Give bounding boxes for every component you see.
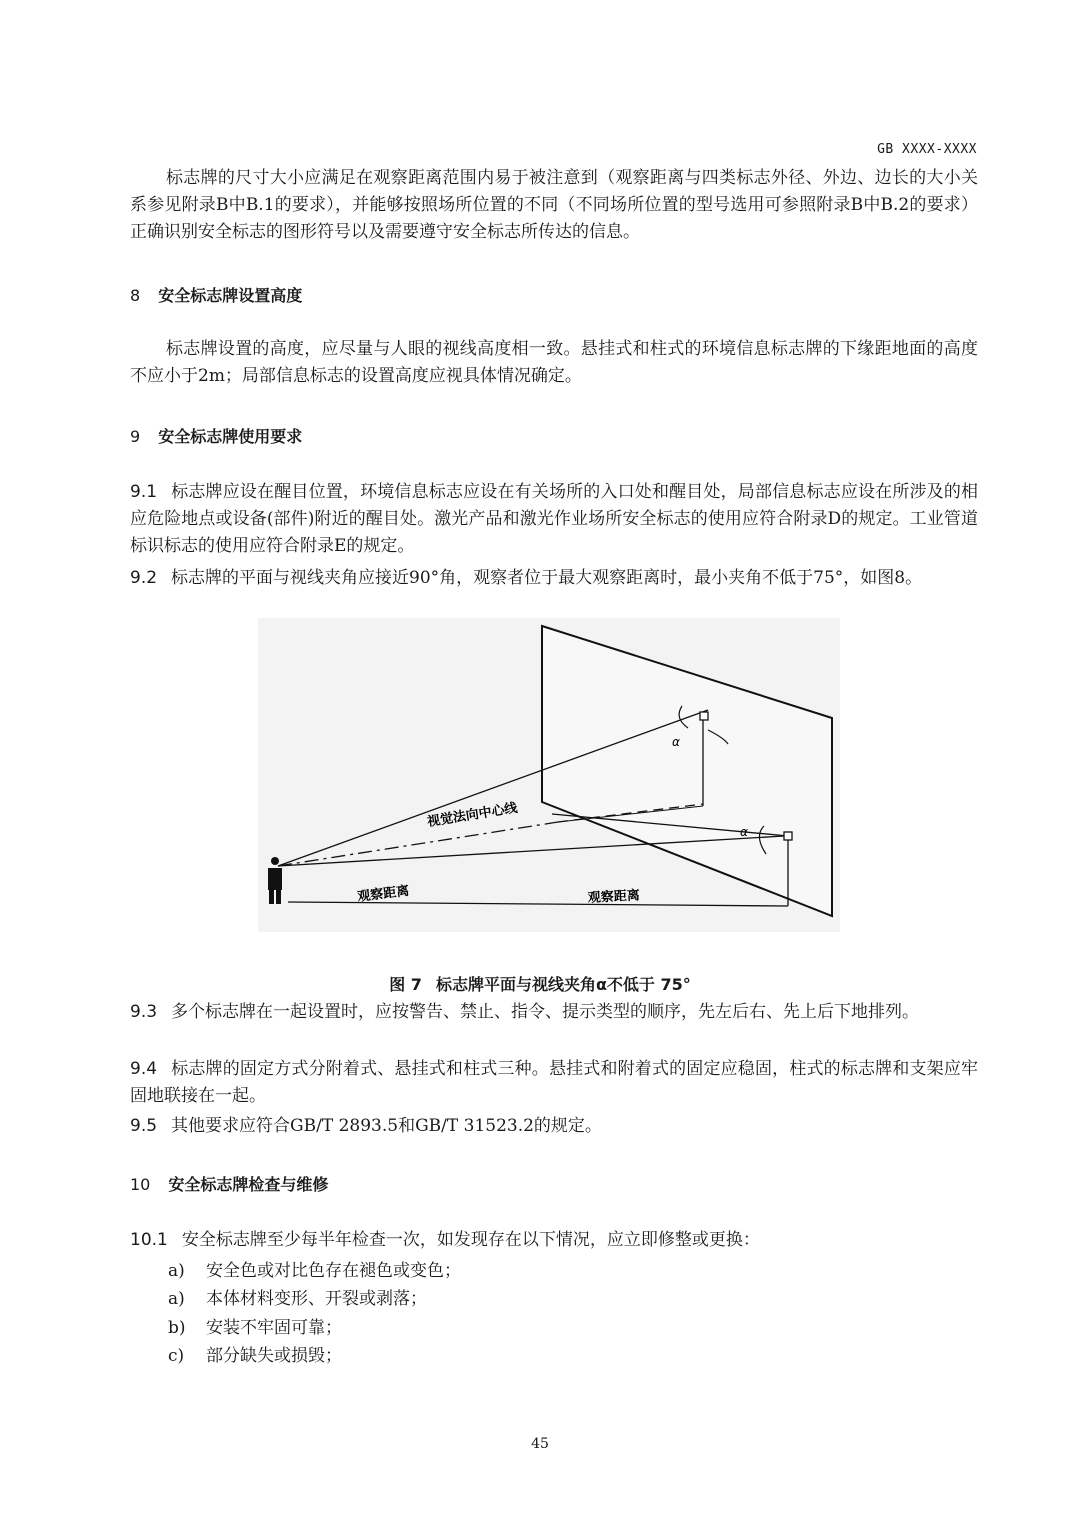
- person-head: [271, 857, 279, 865]
- section-number: 8: [130, 286, 141, 305]
- clause-9-2: [130, 565, 978, 592]
- section-title: 安全标志牌设置高度: [158, 286, 303, 305]
- list-item: [168, 1341, 342, 1366]
- clause-number: 9.1: [130, 482, 158, 502]
- list-item: [168, 1256, 461, 1281]
- person-leg-left: [269, 890, 274, 904]
- clause-number: 9.2: [130, 568, 158, 588]
- section-title: 安全标志牌检查与维修: [168, 1175, 329, 1194]
- clause-number: 10.1: [130, 1230, 168, 1250]
- viewing-angle-figure: [258, 618, 840, 932]
- clause-text: 其他要求应符合GB/T 2893.5和GB/T 31523.2的规定。: [171, 1116, 602, 1136]
- list-item: [168, 1313, 342, 1338]
- section-number: 10: [130, 1175, 151, 1194]
- clause-text: 多个标志牌在一起设置时，应按警告、禁止、指令、提示类型的顺序，先左后右、先上后下地排列。: [171, 1002, 920, 1022]
- section-8-body: 标志牌设置的高度，应尽量与人眼的视线高度相一致。悬挂式和柱式的环境信息标志牌的下缘距地面的高度不应小于2m；局部信息标志的设置高度应视具体情况确定。: [130, 339, 978, 386]
- clause-number: 9.4: [130, 1059, 158, 1079]
- distance-label-left: 观察距离: [356, 883, 411, 905]
- clause-9-5: [130, 1113, 978, 1140]
- page-number: 45: [531, 1436, 549, 1452]
- distance-label-right: 观察距离: [587, 888, 641, 906]
- list-text: 安全色或对比色存在褪色或变色；: [206, 1261, 461, 1281]
- figure-caption: [0, 972, 1080, 995]
- clause-text: 标志牌的平面与视线夹角应接近90°角，观察者位于最大观察距离时，最小夹角不低于75°，如图8。: [171, 568, 923, 588]
- list-marker: c): [168, 1346, 185, 1366]
- figure-number: 图 7: [389, 975, 422, 994]
- clause-9-4: [130, 1056, 978, 1110]
- sign-bottom: [784, 832, 792, 840]
- person-leg-right: [276, 890, 281, 904]
- clause-10-1: [130, 1227, 978, 1254]
- section-title: 安全标志牌使用要求: [158, 427, 303, 446]
- clause-number: 9.5: [130, 1116, 158, 1136]
- list-item: [168, 1284, 427, 1309]
- figure-caption-text: 标志牌平面与视线夹角α不低于 75°: [435, 975, 691, 994]
- figure-diagram: [258, 618, 840, 932]
- list-text: 本体材料变形、开裂或剥落；: [206, 1289, 427, 1309]
- person-icon: [268, 857, 282, 904]
- list-text: 安装不牢固可靠；: [206, 1318, 342, 1338]
- alpha-label-bottom: α: [740, 825, 748, 839]
- clause-number: 9.3: [130, 1002, 158, 1022]
- list-text: 部分缺失或损毁；: [206, 1346, 342, 1366]
- sign-top: [700, 712, 708, 720]
- list-marker: a): [168, 1261, 185, 1281]
- section-number: 9: [130, 427, 141, 446]
- document-code: GB XXXX-XXXX: [877, 142, 977, 157]
- clause-text: 安全标志牌至少每半年检查一次，如发现存在以下情况，应立即修整或更换：: [181, 1230, 760, 1250]
- center-line-label: 视觉法向中心线: [426, 800, 519, 830]
- clause-text: 标志牌的固定方式分附着式、悬挂式和柱式三种。悬挂式和附着式的固定应稳固，柱式的标志牌和支架应牢固地联接在一起。: [130, 1059, 978, 1106]
- section-9-heading: [130, 424, 302, 447]
- intro-paragraph: 标志牌的尺寸大小应满足在观察距离范围内易于被注意到（观察距离与四类标志外径、外边、边长的大小关系参见附录B中B.1的要求），并能够按照场所位置的不同（不同场所位置的型号选用可参照附录B中B.2的要求）正确识别安全标志的图形符号以及需要遵守安全标志所传达的信息。: [130, 168, 978, 242]
- clause-9-3: [130, 999, 978, 1026]
- alpha-label-top: α: [672, 735, 680, 749]
- section-8-heading: [130, 283, 302, 306]
- clause-text: 标志牌应设在醒目位置，环境信息标志应设在有关场所的入口处和醒目处，局部信息标志应设在所涉及的相应危险地点或设备(部件)附近的醒目处。激光产品和激光作业场所安全标志的使用应符合附录D的规定。工业管道标识标志的使用应符合附录E的规定。: [130, 482, 978, 556]
- list-marker: a): [168, 1289, 185, 1309]
- section-10-heading: [130, 1172, 328, 1195]
- list-marker: b): [168, 1318, 186, 1338]
- center-line-left: [278, 822, 558, 866]
- clause-9-1: [130, 479, 978, 560]
- person-body: [268, 868, 282, 890]
